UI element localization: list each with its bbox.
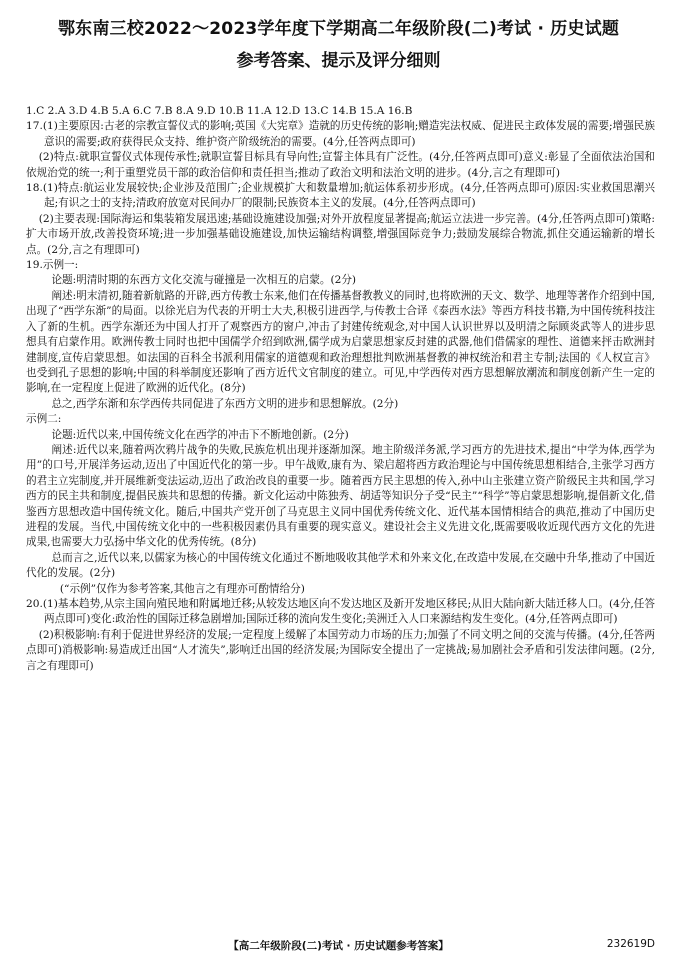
q19-example1-summary: 总之,西学东渐和东学西传共同促进了东西方文明的进步和思想解放。(2分) — [51, 397, 399, 410]
document-code: 232619D — [606, 938, 655, 950]
q18-part1: 18.(1)特点:航运业发展较快;企业涉及范围广;企业规模扩大和数量增加;航运体系初步形成。(4分,任答两点即可)原因:实业救国思潮兴起;有识之士的支持;清政府放宽对民间办厂的限制;民族资本主义的发展。(4分,任答两点即可) — [26, 182, 655, 210]
q19-example2-label: 示例二: — [26, 413, 62, 426]
q19-example2-thesis: 论题:近代以来,中国传统文化在西学的冲击下不断地创新。(2分) — [51, 428, 349, 441]
q17-part1: 17.(1)主要原因:古老的宗教宣誓仪式的影响;英国《大宪章》造就的历史传统的影响;赠造宪法权威、促进民主政体发展的需要;增强民族意识的需要;政府获得民众支持、维护资产阶级统治的需要。(4分,任答两点即可) — [26, 120, 655, 148]
q19-grading-note: (“示例”仅作为参考答案,其他言之有理亦可酌情给分) — [59, 582, 305, 595]
q18-part2: (2)主要表现:国际海运和集装箱发展迅速;基础设施建设加强;对外开放程度显著提高;航运立法进一步完善。(4分,任答两点即可)策略:扩大市场开放,改善投资环境;进一步加强基础设施建设,加快运输结构调整,增强国际竞争力;鼓励发展综合物流,抓住交通运输新的增长点。(2分,言之有理即可) — [26, 212, 655, 256]
q19-example1-thesis: 论题:明清时期的东西方文化交流与碰撞是一次相互的启蒙。(2分) — [51, 274, 357, 287]
q19-example2-summary: 总而言之,近代以来,以儒家为核心的中国传统文化通过不断地吸收其他学术和外来文化,在改造中发展,在交融中升华,推动了中国近代化的发展。(2分) — [26, 551, 655, 580]
answer-content — [26, 104, 655, 674]
multiple-choice-answers: 1.C 2.A 3.D 4.B 5.A 6.C 7.B 8.A 9.D 10.B 11.A 12.D 13.C 14.B 15.A 16.B — [26, 105, 413, 117]
q19-example1-label: 19.示例一: — [26, 259, 79, 272]
q20-part2: (2)积极影响:有利于促进世界经济的发展;一定程度上缓解了本国劳动力市场的压力;加强了不同文明之间的交流与传播。(4分,任答两点即可)消极影响:易造成迁出国“人才流失”,影响迁出国的经济发展;为国际安全提出了一定挑战;易加剧社会矛盾和引发法律问题。(2分,言之有理即可) — [26, 628, 655, 672]
q17-part2: (2)特点:就职宣誓仪式体现传承性;就职宣誓目标具有导向性;宣誓主体具有广泛性。(4分,任答两点即可)意义:彰显了全面依法治国和依规治党的统一;利于重塑党员干部的政治信仰和责任担当;推动了政治文明和法治文明的进步。(4分,言之有理即可) — [26, 151, 655, 179]
document-subtitle: 参考答案、提示及评分细则 — [236, 51, 441, 71]
document-title: 鄂东南三校2022～2023学年度下学期高二年级阶段(二)考试 · 历史试题 — [57, 19, 620, 39]
q19-example1-body: 阐述:明末清初,随着新航路的开辟,西方传教士东来,他们在传播基督教教义的同时,也将欧洲的天文、数学、地理等著作介绍到中国,出现了“西学东渐”的局面。以徐光启为代表的开明士大夫,积极引进西学,与传教士合译《泰西水法》等西方科技书籍,为中国传统科技注入了新的生机。西学东渐还为中国人打开了观察西方的窗户,冲击了封建传统观念,对中国人认识世界以及明清之际顾炎武等人的进步思想具有启蒙作用。欧洲传教士同时也把中国儒学介绍到欧洲,儒学成为启蒙思想家反封建的武器,他们借儒家的理性、道德来抨击欧洲封建制度,宣传启蒙思想。如法国的百科全书派利用儒家的道德观和政治理想批判欧洲基督教的神权统治和君主专制;法国的《人权宣言》也受到孔子思想的影响;中国的科举制度还影响了西方近代文官制度的建立。可见,中学西传对西方思想解放潮流和制度创新产生一定的影响,在一定程度上促进了欧洲的近代化。(8分) — [26, 289, 655, 395]
q19-example2-body: 阐述:近代以来,随着两次鸦片战争的失败,民族危机出现并逐渐加深。地主阶级洋务派,学习西方的先进技术,提出“中学为体,西学为用”的口号,开展洋务运动,迈出了中国近代化的第一步。甲午战败,康有为、梁启超将西方政治理论与中国传统思想相结合,主张学习西方的君主立宪制度,并开展维新变法运动,迈出了政治改良的重要一步。随着西方民主思想的传入,孙中山主张建立资产阶级民主共和国,学习西方的民主共和制度,提倡民族共和思想的传播。新文化运动中陈独秀、胡适等知识分子受“民主”“科学”等启蒙思想影响,提倡新文化,借鉴西方思想改造中国传统文化。随后,中国共产党开创了马克思主义同中国优秀传统文化、近代基本国情相结合的典范,推动了中国历史进程的发展。当代,中国传统文化中的一些积极因素仍具有重要的现实意义。建设社会主义先进文化,既需要吸收近现代西方文化的先进成果,也需要大力弘扬中华文化的优秀传统。(8分) — [26, 443, 655, 549]
page-footer: 【高二年级阶段(二)考试 · 历史试题参考答案】 — [228, 940, 449, 952]
q20-part1: 20.(1)基本趋势,从宗主国向殖民地和附属地迁移;从较发达地区向不发达地区及新开发地区移民;从旧大陆向新大陆迁移人口。(4分,任答两点即可)变化:政治性的国际迁移急剧增加;国际迁移的流向发生变化;美洲迁入人口来源结构发生变化。(4分,任答两点即可) — [26, 598, 655, 626]
